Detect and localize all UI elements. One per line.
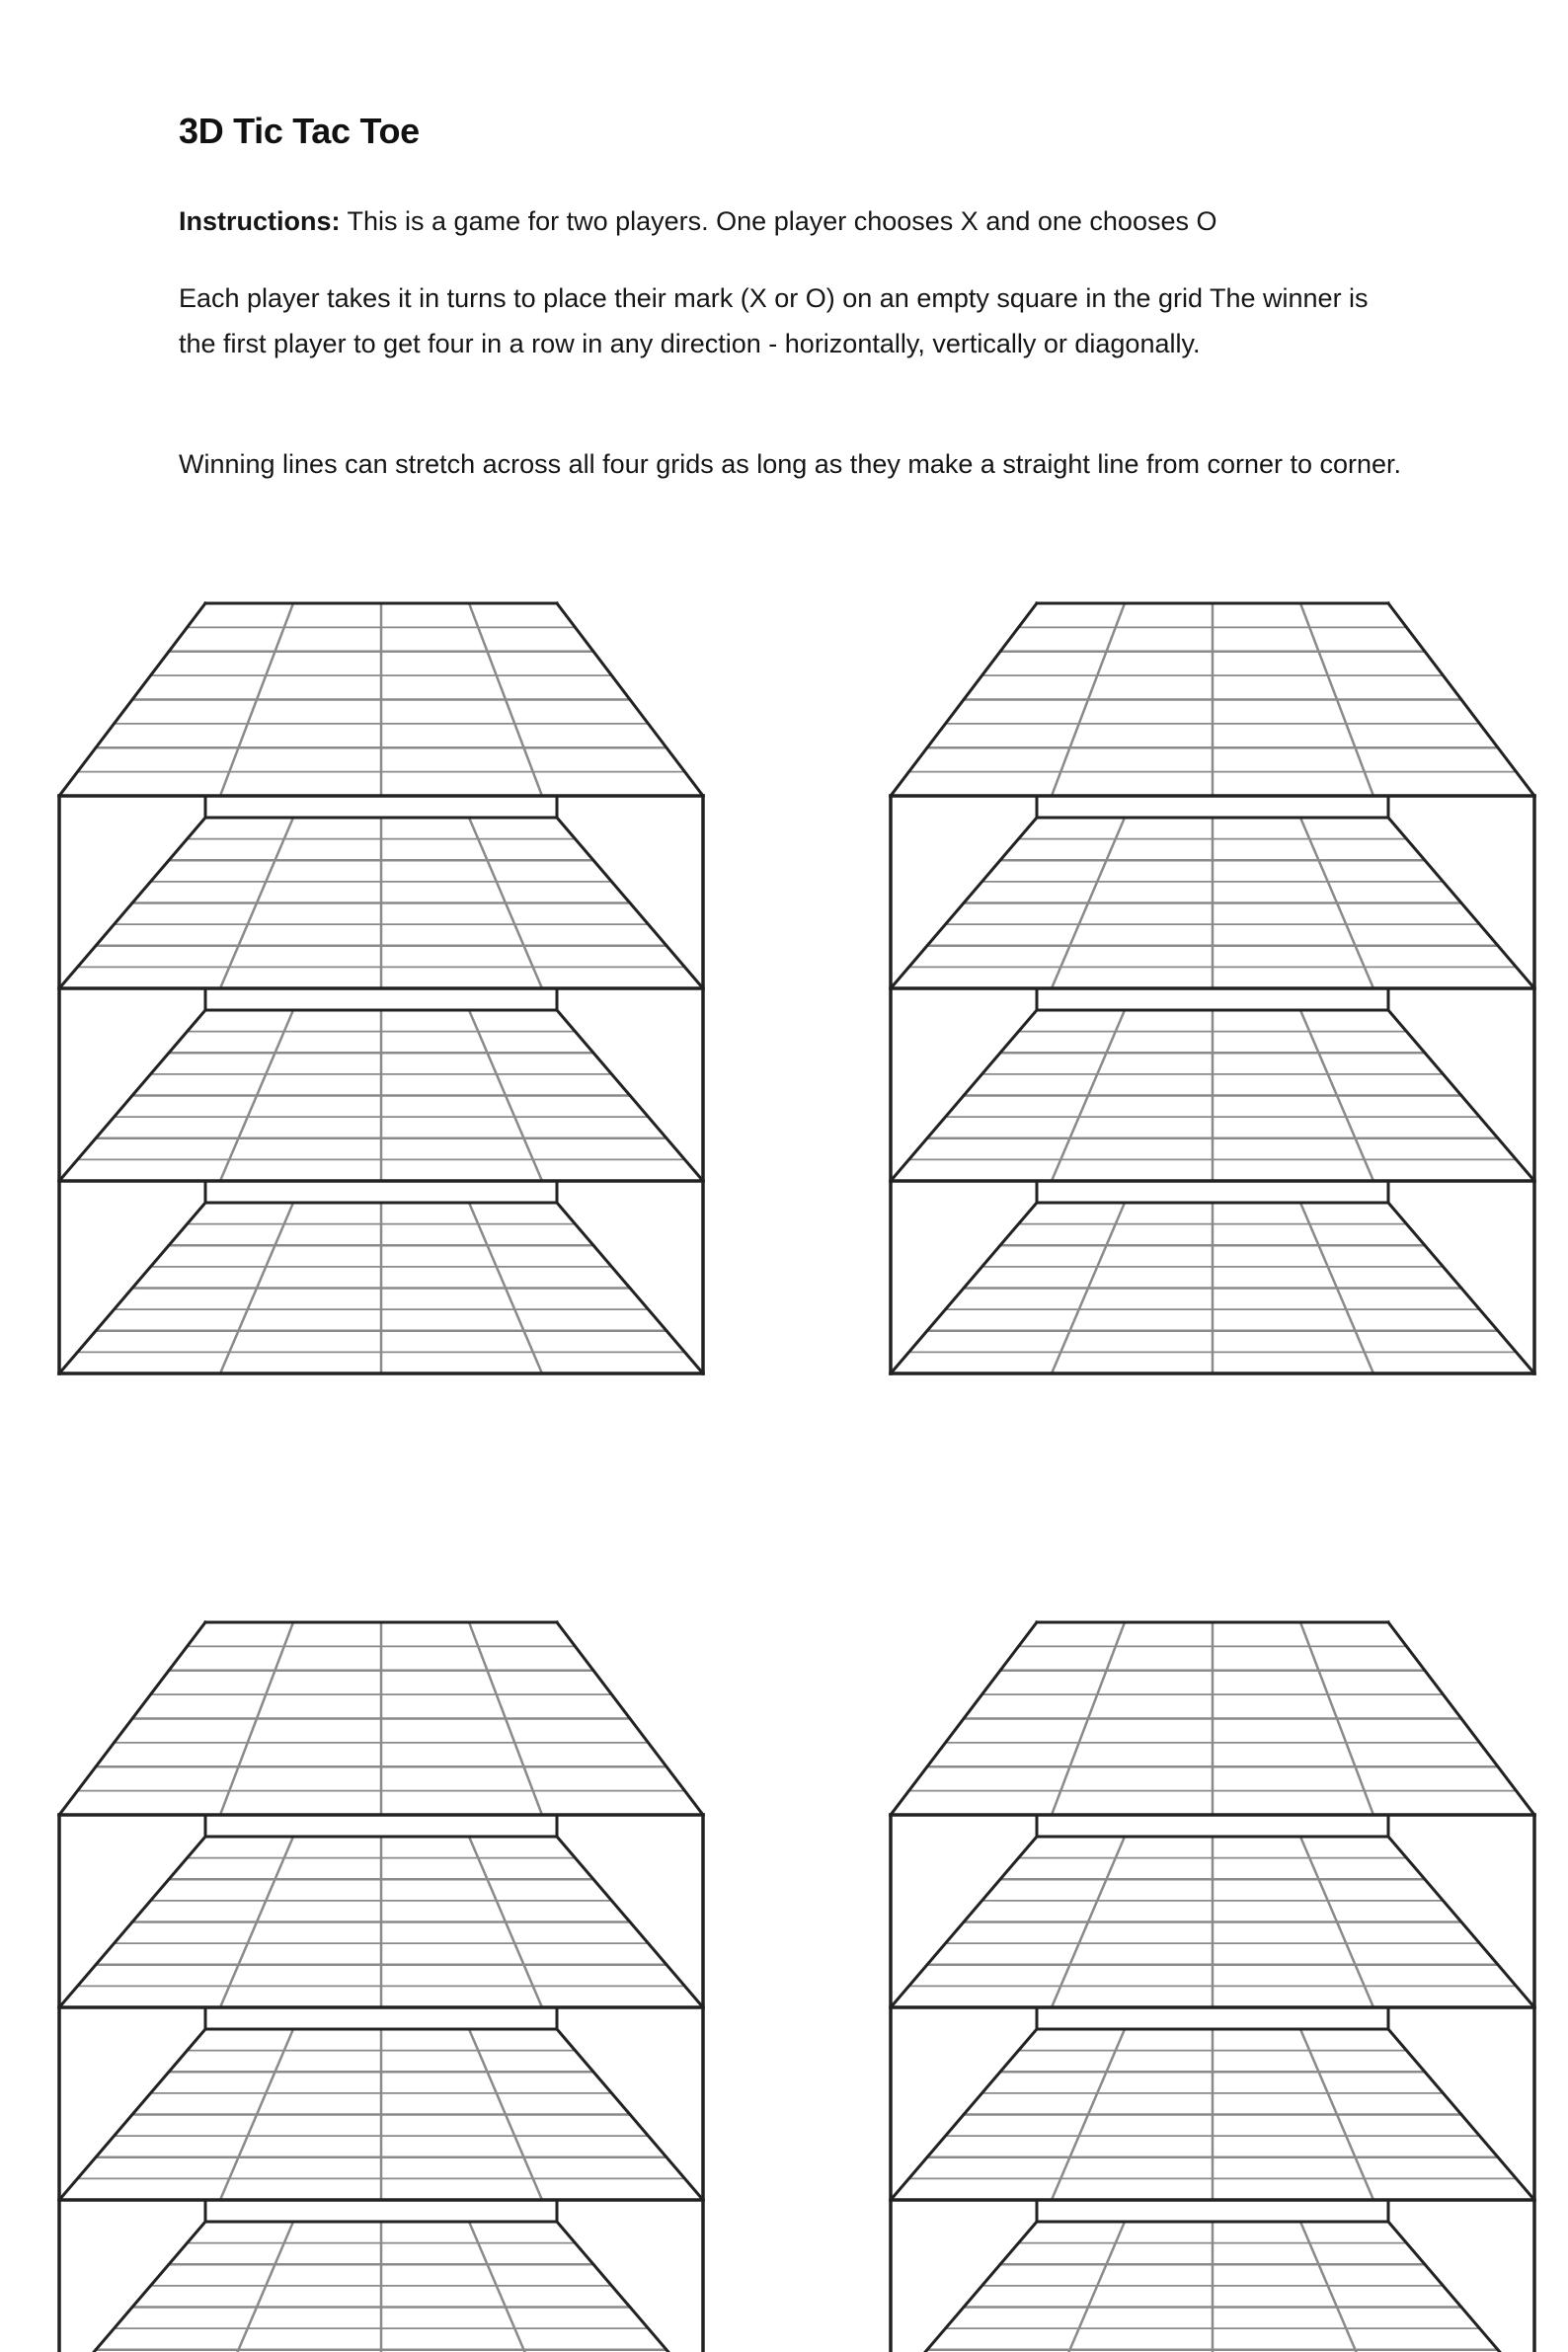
- board-layer: [891, 2200, 1534, 2352]
- board-3: [59, 1622, 703, 2352]
- layer-edge: [557, 2222, 703, 2352]
- board-4: [891, 1622, 1534, 2352]
- board-layer: [59, 1815, 703, 2007]
- board-2: [891, 603, 1534, 1373]
- layer-edge: [1388, 2222, 1534, 2352]
- grid-line: [1052, 2222, 1125, 2352]
- instructions-text: This is a game for two players. One player chooses X and one chooses O: [340, 206, 1217, 236]
- layer-edge: [59, 2222, 205, 2352]
- grid-line: [1300, 2222, 1373, 2352]
- page-title: 3D Tic Tac Toe: [179, 111, 420, 151]
- board-layer: [891, 2007, 1534, 2200]
- board-layer: [59, 1622, 703, 1815]
- winning-lines-paragraph: Winning lines can stretch across all four grids as long as they make a straight line from corner to corner.: [179, 449, 1402, 479]
- board-layer: [59, 2200, 703, 2352]
- board-layer: [59, 1181, 703, 1373]
- turns-paragraph: Each player takes it in turns to place their mark (X or O) on an empty square in the grid The winner is the first player to get four in a row in any direction - horizontally, vertically or diagonally.: [179, 283, 1369, 358]
- board-layer: [891, 1622, 1534, 1815]
- board-layer: [891, 603, 1534, 796]
- board-1: [59, 603, 703, 1373]
- board-layer: [891, 988, 1534, 1181]
- board-layer: [891, 1181, 1534, 1373]
- board-layer: [59, 988, 703, 1181]
- board-layer: [891, 796, 1534, 988]
- grid-line: [469, 2222, 542, 2352]
- board-layer: [891, 1815, 1534, 2007]
- board-layer: [59, 2007, 703, 2200]
- instructions-label: Instructions:: [179, 206, 341, 236]
- board-layer: [59, 796, 703, 988]
- layer-edge: [891, 2222, 1037, 2352]
- grid-line: [220, 2222, 293, 2352]
- board-layer: [59, 603, 703, 796]
